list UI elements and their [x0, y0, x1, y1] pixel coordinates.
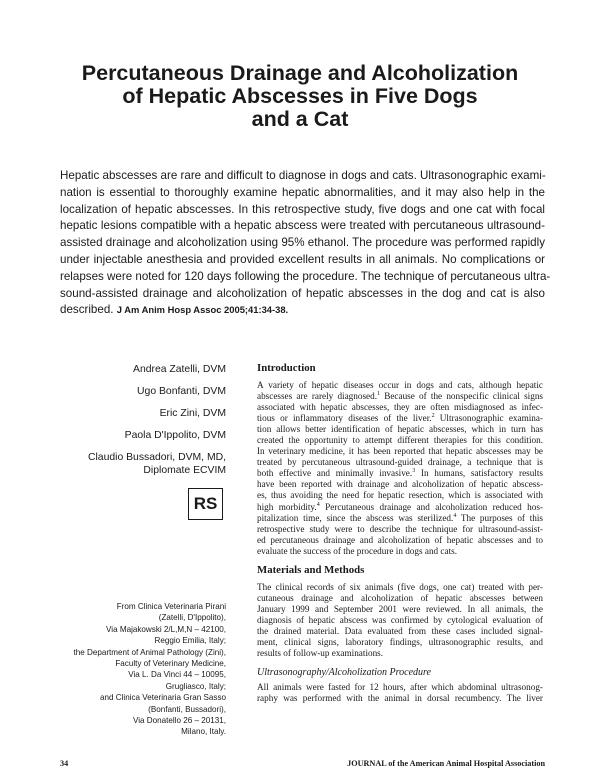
text-line: associated with hepatic abscesses, they are often misdiagnosed as infec- [257, 402, 543, 413]
text-line: results of follow-up examinations. [257, 648, 384, 659]
affiliation-line: Milano, Italy. [181, 727, 226, 737]
author-name: Paola D'Ippolito, DVM [124, 430, 226, 441]
abstract-line: hepatic lesions compatible with a hepatic abscess were treated with percutaneous ultrasound- [60, 219, 545, 233]
affiliation-line: (Zatelli, D'Ippolito), [158, 613, 226, 623]
text-line: cutaneous drainage and alcoholization of hepatic abscesses between [257, 592, 543, 603]
affiliation-line: and Clinica Veterinaria Gran Sasso [100, 693, 226, 703]
affiliation-line: Grugliasco, Italy; [165, 681, 226, 691]
journal-name: JOURNAL of the American Animal Hospital Association [347, 759, 545, 768]
abstract-line: assisted drainage and alcoholization using 95% ethanol. The procedure was performed rapidly [60, 236, 545, 250]
abstract-line: Hepatic abscesses are rare and difficult to diagnose in dogs and cats. Ultrasonographic exami- [60, 169, 546, 182]
section-heading-introduction: Introduction [257, 362, 316, 374]
abstract-line: described. [60, 303, 114, 317]
reference-marker: 2 [431, 413, 435, 420]
text-line: January 1999 and September 2001 were reviewed. In all animals, the [257, 603, 543, 614]
page-number: 34 [60, 759, 69, 768]
abstract-last-line [60, 302, 545, 319]
author-name: Eric Zini, DVM [159, 408, 226, 419]
text-line: treated by percutaneous ultrasound-guided drainage, a technique that is [257, 457, 543, 468]
section-heading-methods: Materials and Methods [257, 563, 365, 576]
text-frag: Because of the nonspecific clinical signs [380, 391, 543, 402]
text-line: A variety of hepatic diseases occur in dogs and cats, although hepatic [257, 380, 543, 390]
introduction-paragraph [257, 380, 543, 557]
article-title [40, 62, 560, 131]
text-line: retrospective study were to describe the technique for ultrasound-assist- [257, 523, 543, 534]
affiliation-line: From Clinica Veterinaria Pirani [116, 602, 226, 611]
us-procedure-paragraph [257, 682, 543, 704]
reference-marker: 3 [412, 468, 416, 475]
affiliation-line: Via Majakowski 2/L,M,N – 42100, [106, 624, 226, 634]
text-line [257, 391, 543, 402]
subsection-heading-us-procedure: Ultrasonography/Alcoholization Procedure [257, 667, 431, 679]
methods-paragraph [257, 582, 543, 659]
text-frag: Ultrasonographic examina- [434, 413, 543, 424]
text-frag: tious or inflammatory diseases of the liver. [257, 413, 432, 424]
affiliation-line: (Bonfanti, Bussadori), [148, 704, 226, 714]
text-line: raphy was performed with the animal in dorsal recumbency. The liver [257, 693, 543, 704]
rs-badge: RS [188, 488, 223, 520]
text-frag: The purposes of this [456, 512, 543, 523]
author-list [26, 363, 226, 486]
text-line: es, thus avoiding the need for hepatic resection, which is associated with [257, 490, 543, 501]
author-name: Claudio Bussadori, DVM, MD, [87, 452, 226, 463]
text-frag: pitalization time, since the abscess was sterilized. [257, 512, 454, 523]
abstract-line: localization of hepatic abscesses. In this retrospective study, five dogs and one cat with focal [60, 202, 545, 216]
text-line: tion allows better identification of hepatic abscesses, which in turn has [257, 424, 543, 435]
author-credential: Diplomate ECVIM [143, 465, 226, 476]
text-line: The clinical records of six animals (five dogs, one cat) treated with per- [257, 581, 543, 592]
affiliation-line: Reggio Emilia, Italy; [154, 636, 226, 646]
body-column [257, 362, 543, 704]
text-frag: both effective and minimally invasive. [257, 468, 413, 479]
title-line: Percutaneous Drainage and Alcoholization [81, 61, 519, 85]
reference-marker: 4 [316, 501, 320, 508]
abstract [60, 168, 551, 319]
journal-citation: J Am Anim Hosp Assoc 2005;41:34-38. [116, 304, 289, 316]
text-line: evaluate the success of the procedure in dogs and cats. [257, 545, 458, 556]
text-line: All animals were fasted for 12 hours, after which abdominal ultrasonog- [257, 682, 543, 693]
text-line [257, 413, 543, 424]
abstract-line: sound-assisted drainage and alcoholization of hepatic abscesses in the dog and cat is also [60, 286, 545, 300]
abstract-line: nation is essential to thoroughly examine hepatic abnormalities, and it may also help in the [60, 185, 545, 199]
title-line: and a Cat [251, 107, 349, 131]
text-frag: high morbidity. [257, 501, 317, 512]
text-frag: In humans, satisfactory results [415, 468, 543, 479]
text-line: ment, clinical signs, laboratory findings, ultrasonographic results, and [257, 636, 543, 647]
text-frag: abscesses are rarely diagnosed. [257, 391, 378, 402]
affiliation-line: Faculty of Veterinary Medicine, [115, 659, 226, 669]
text-line: In veterinary medicine, it has been reported that hepatic abscesses may be [257, 446, 543, 457]
text-line [257, 513, 543, 524]
text-line [257, 468, 543, 479]
affiliation-line: Via Donatello 26 – 20131, [132, 716, 226, 726]
affiliation-line: Via L. Da Vinci 44 – 10095, [128, 670, 226, 680]
abstract-line: relapses were noted for 120 days following the procedure. The technique of percutaneous ultra- [60, 269, 551, 283]
text-line: have been reported with drainage and alcoholization of hepatic abscess- [257, 479, 543, 490]
author-name: Andrea Zatelli, DVM [133, 364, 226, 375]
text-line: created the opportunity to attempt different therapies for this condition. [257, 435, 543, 446]
text-line: diagnosis of hepatic abscess was confirmed by cytological evaluation of [257, 614, 543, 625]
affiliation-line: the Department of Animal Pathology (Zini), [73, 647, 226, 657]
text-line: the drained material. Data evaluated from these cases included signal- [257, 625, 543, 636]
text-line [257, 502, 543, 513]
text-line: ed percutaneous drainage and alcoholization of hepatic abscesses and to [257, 534, 543, 545]
reference-marker: 1 [377, 390, 381, 397]
author-name: Ugo Bonfanti, DVM [137, 386, 226, 397]
author-affiliation [0, 601, 226, 738]
reference-marker: 4 [453, 512, 457, 519]
abstract-line: under injectable anesthesia and provided excellent results in all animals. No complications or [60, 252, 545, 266]
text-frag: Percutaneous drainage and alcoholization reduced hos- [319, 501, 543, 512]
title-line: of Hepatic Abscesses in Five Dogs [122, 84, 478, 108]
